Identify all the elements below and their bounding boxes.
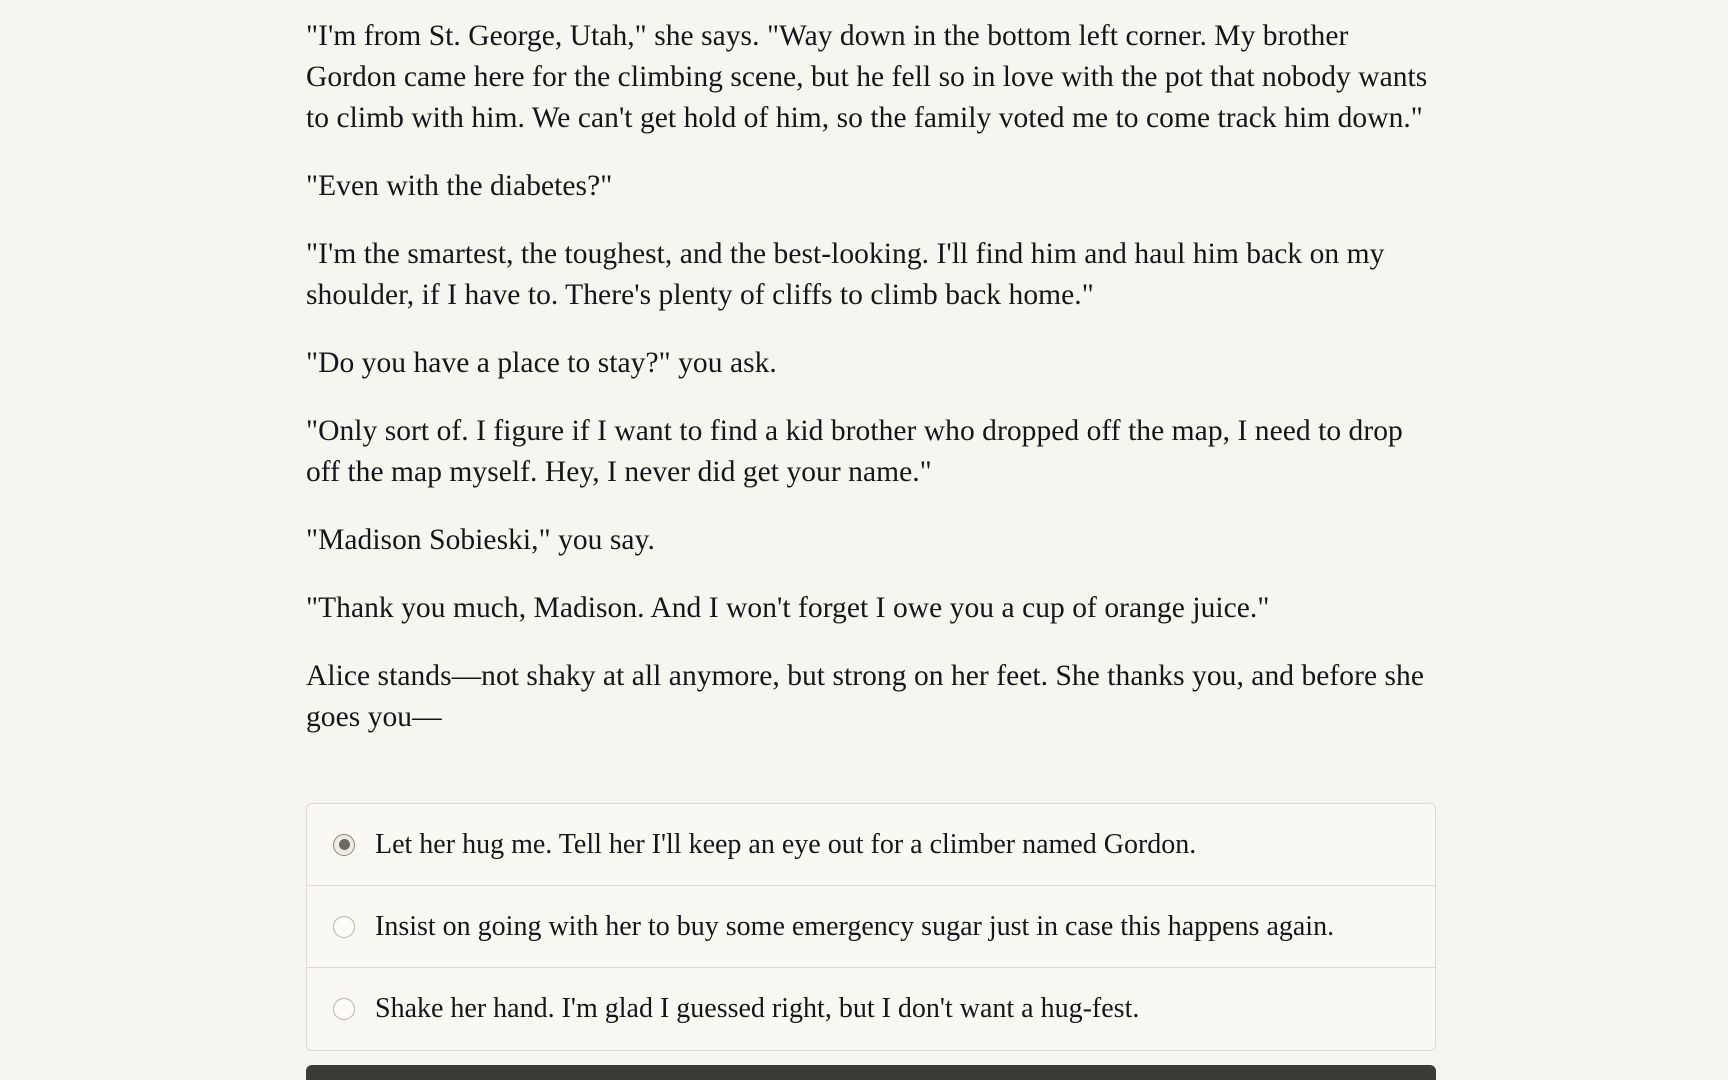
submit-button[interactable]	[306, 1065, 1436, 1080]
radio-button-icon[interactable]	[333, 916, 355, 938]
story-text	[306, 0, 1430, 765]
story-paragraph: "Only sort of. I figure if I want to find a kid brother who dropped off the map, I need to drop off the map myself. Hey, I never did get your name."	[306, 415, 1403, 488]
story-paragraph: "Thank you much, Madison. And I won't forget I owe you a cup of orange juice."	[306, 592, 1270, 624]
choice-option-label: Insist on going with her to buy some emergency sugar just in case this happens again.	[375, 910, 1335, 942]
story-paragraph: "I'm from St. George, Utah," she says. "Way down in the bottom left corner. My brother Gordon came here for the climbing scene, but he fell so in love with the pot that nobody wants to climb with him. We can't get hold of him, so the family voted me to come track him down."	[306, 20, 1428, 134]
choice-option-label: Let her hug me. Tell her I'll keep an eye out for a climber named Gordon.	[375, 828, 1197, 860]
choice-option-1[interactable]	[307, 804, 1435, 886]
choice-option-label: Shake her hand. I'm glad I guessed right, but I don't want a hug-fest.	[375, 993, 1140, 1024]
choice-option-2[interactable]	[307, 886, 1435, 968]
choice-list	[306, 803, 1436, 1051]
radio-button-icon[interactable]	[333, 998, 355, 1020]
radio-button-icon[interactable]	[333, 834, 355, 856]
story-paragraph: "Madison Sobieski," you say.	[306, 524, 655, 556]
choice-option-3[interactable]	[307, 968, 1435, 1050]
story-paragraph: "I'm the smartest, the toughest, and the best-looking. I'll find him and haul him back on my shoulder, if I have to. There's plenty of cliffs to climb back home."	[306, 238, 1385, 311]
story-paragraph: "Even with the diabetes?"	[306, 170, 613, 202]
story-paragraph: Alice stands—not shaky at all anymore, but strong on her feet. She thanks you, and before she goes you—	[306, 660, 1425, 733]
story-paragraph: "Do you have a place to stay?" you ask.	[306, 347, 777, 379]
